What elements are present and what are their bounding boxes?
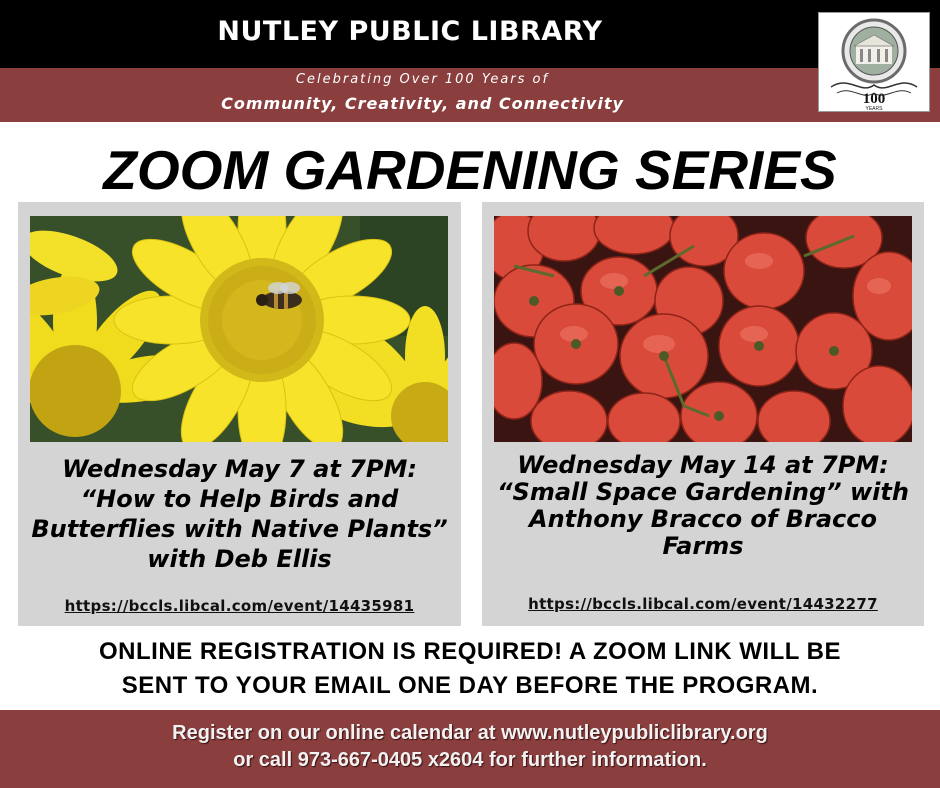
tagline-line-2: Community, Creativity, and Connectivity bbox=[221, 94, 624, 113]
heirloom-tomatoes-icon bbox=[494, 216, 912, 442]
registration-notice-line-1: ONLINE REGISTRATION IS REQUIRED! A ZOOM LINK WILL BE bbox=[99, 638, 841, 665]
footer-line-2: or call 973-667-0405 x2604 for further information. bbox=[233, 749, 707, 771]
footer-line-1: Register on our online calendar at www.nutleypubliclibrary.org bbox=[172, 722, 768, 744]
event-description: Wednesday May 7 at 7PM: “How to Help Birds and Butterflies with Native Plants” with Deb Ellis bbox=[31, 455, 448, 573]
registration-notice-line-2: SENT TO YOUR EMAIL ONE DAY BEFORE THE PROGRAM. bbox=[121, 672, 819, 699]
event-card-may-7 bbox=[18, 202, 461, 626]
logo-badge-number: 100 bbox=[862, 91, 886, 107]
logo-badge-sub: YEARS bbox=[865, 106, 883, 111]
event-registration-link[interactable]: https://bccls.libcal.com/event/14435981 bbox=[64, 597, 415, 615]
page-title: ZOOM GARDENING SERIES bbox=[103, 139, 837, 201]
event-description: Wednesday May 14 at 7PM: “Small Space Gardening” with Anthony Bracco of Bracco Farms bbox=[497, 451, 909, 560]
event-card-may-14 bbox=[482, 202, 924, 626]
yellow-flower-with-bee-icon bbox=[30, 216, 448, 442]
library-name: NUTLEY PUBLIC LIBRARY bbox=[217, 16, 603, 47]
tagline-line-1: Celebrating Over 100 Years of bbox=[295, 72, 550, 87]
event-registration-link[interactable]: https://bccls.libcal.com/event/14432277 bbox=[528, 595, 878, 613]
library-100-years-logo bbox=[818, 12, 930, 112]
